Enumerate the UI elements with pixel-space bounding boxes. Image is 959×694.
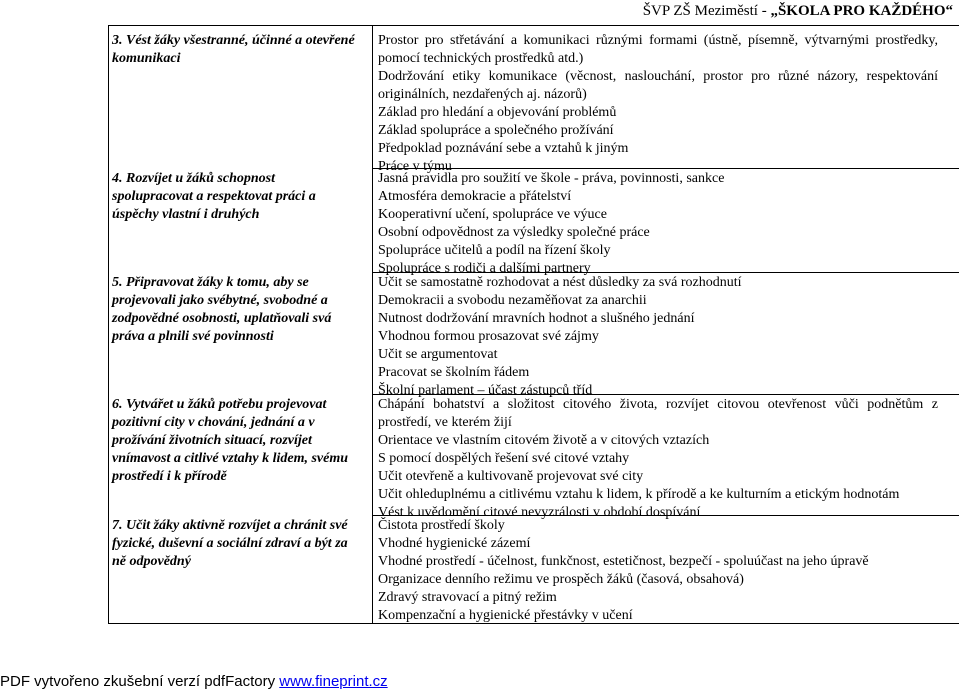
list-item: Atmosféra demokracie a přátelství [378, 189, 572, 204]
list-item: Vhodné hygienické zázemí [378, 536, 531, 551]
list-item: Jasná pravidla pro soužití ve škole - práva, povinnosti, sankce [378, 171, 725, 186]
table-top-border [108, 25, 959, 26]
list-item: Kompenzační a hygienické přestávky v učení [378, 608, 633, 623]
page-header [643, 3, 953, 20]
goal-4: 4. Rozvíjet u žáků schopnost spolupracovat a respektovat práci a úspěchy vlastní i druhých [112, 171, 316, 222]
strategies-goal-3 [378, 32, 938, 176]
list-item: Kooperativní učení, spolupráce ve výuce [378, 207, 607, 222]
table-left-border [108, 25, 109, 624]
strategies-goal-5 [378, 274, 938, 400]
goal-6: 6. Vytvářet u žáků potřebu projevovat pozitivní city v chování, jednání a v prožívání životních situací, rozvíjet vnímavost a citlivé vztahy k lidem, svému prostředí i k přírodě [112, 397, 349, 484]
list-item: Základ spolupráce a společného prožívání [378, 123, 614, 138]
fineprint-link[interactable]: www.fineprint.cz [279, 673, 388, 690]
list-item: Základ pro hledání a objevování problémů [378, 105, 617, 120]
list-item: Učit se argumentovat [378, 347, 498, 362]
list-item: Učit otevřeně a kultivovaně projevovat své city [378, 469, 644, 484]
list-item: Předpoklad poznávání sebe a vztahů k jiným [378, 141, 629, 156]
list-item: Učit se samostatně rozhodovat a nést důsledky za svá rozhodnutí [378, 275, 742, 290]
list-item: Učit ohleduplnému a citlivému vztahu k lidem, k přírodě a ke kulturním a etickým hodnotám [378, 487, 900, 502]
goal-7: 7. Učit žáky aktivně rozvíjet a chránit své fyzické, duševní a sociální zdraví a být za ně odpovědný [112, 518, 348, 569]
list-item: Vést k uvědomění citové nevyzrálosti v období dospívání [378, 505, 701, 520]
pdf-footer [0, 673, 388, 691]
list-item: Spolupráce s rodiči a dalšími partnery [378, 261, 591, 276]
list-item: Školní parlament – účast zástupců tříd [378, 383, 593, 398]
list-item: Spolupráce učitelů a podíl na řízení školy [378, 243, 611, 258]
footer-text: PDF vytvořeno zkušební verzí pdfFactory [0, 673, 280, 690]
strategies-goal-7 [378, 517, 938, 625]
strategies-goal-6 [378, 396, 938, 522]
table-column-divider [372, 25, 373, 624]
header-prefix: ŠVP ZŠ Meziměstí - [642, 3, 771, 19]
list-item: Nutnost dodržování mravních hodnot a slušného jednání [378, 311, 695, 326]
list-item: Vhodnou formou prosazovat své zájmy [378, 329, 599, 344]
strategies-goal-4 [378, 170, 938, 278]
list-item: Orientace ve vlastním citovém životě a v citových vztazích [378, 433, 710, 448]
goal-5: 5. Připravovat žáky k tomu, aby se projevovali jako svébytné, svobodné a zodpovědné osobnosti, uplatňovali svá práva a plnili své povinnosti [112, 275, 332, 344]
header-title: „ŠKOLA PRO KAŽDÉHO“ [770, 3, 953, 19]
list-item: Dodržování etiky komunikace (věcnost, naslouchání, prostor pro různé názory, respektování originálních, nezdařených aj. názorů) [378, 69, 938, 102]
list-item: Demokracii a svobodu nezaměňovat za anarchii [378, 293, 647, 308]
list-item: Čistota prostředí školy [378, 518, 505, 533]
list-item: Vhodné prostředí - účelnost, funkčnost, estetičnost, bezpečí - spoluúčast na jeho úpravě [378, 554, 869, 569]
list-item: Pracovat se školním řádem [378, 365, 530, 380]
goal-3: 3. Vést žáky všestranné, účinné a otevřené komunikaci [112, 33, 355, 66]
list-item: Osobní odpovědnost za výsledky společné práce [378, 225, 650, 240]
list-item: Organizace denního režimu ve prospěch žáků (časová, obsahová) [378, 572, 744, 587]
list-item: Chápání bohatství a složitost citového života, rozvíjet citovou otevřenost vůči podnětům z prostředí, ve kterém žijí [378, 397, 938, 430]
list-item: Práce v týmu [378, 159, 452, 174]
list-item: Prostor pro střetávání a komunikaci různými formami (ústně, písemně, výtvarnými prostředky, pomocí technických prostředků atd.) [378, 33, 938, 66]
list-item: S pomocí dospělých řešení své citové vztahy [378, 451, 630, 466]
list-item: Zdravý stravovací a pitný režim [378, 590, 557, 605]
